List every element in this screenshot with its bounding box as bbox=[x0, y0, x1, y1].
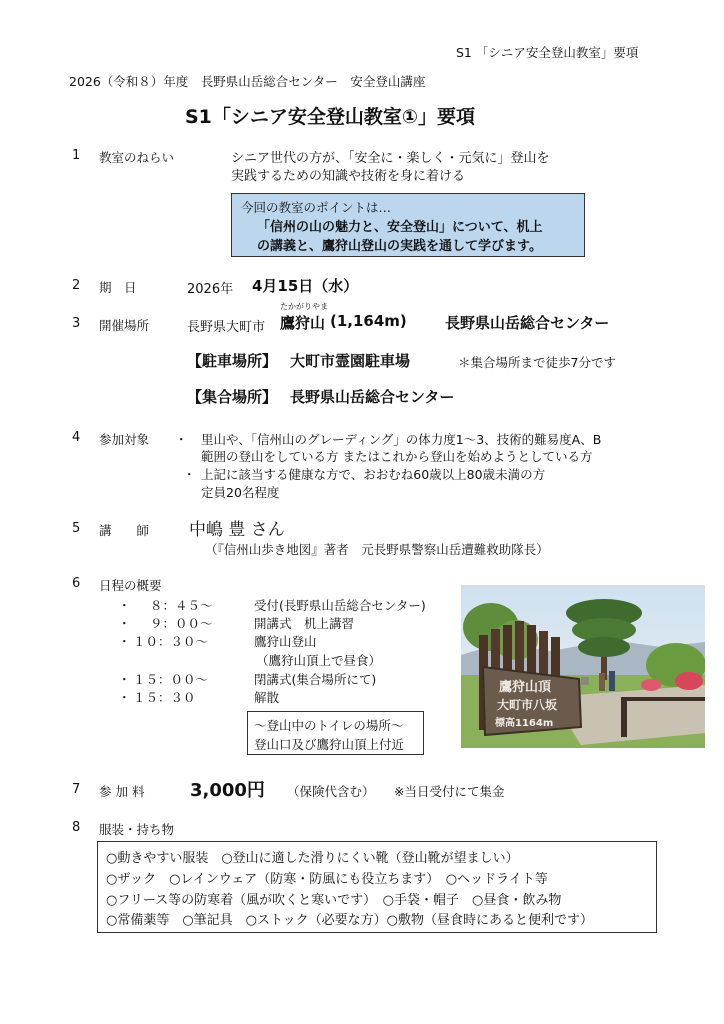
summit-photo bbox=[461, 585, 705, 748]
section-label-belongings: 服装・持ち物 bbox=[99, 822, 175, 837]
section-number-2: 2 bbox=[72, 278, 81, 293]
section-label-date: 期 日 bbox=[99, 280, 137, 295]
fee-amount: 3,000円 bbox=[190, 780, 265, 801]
instructor-name: 中嶋 豊 さん bbox=[189, 520, 285, 540]
bullet-1: ・ bbox=[175, 432, 188, 447]
schedule-event: 受付(長野県山岳総合センター) bbox=[254, 598, 426, 613]
belongings-line: ○常備薬等 ○筆記具 ○ストック（必要な方）○敷物（昼食時にあると便利です） bbox=[106, 913, 593, 928]
aim-line-1: シニア世代の方が、「安全に・楽しく・元気に」登山を bbox=[231, 151, 550, 166]
date-year: 2026年 bbox=[187, 282, 234, 297]
fee-insurance-note: （保険代含む） bbox=[287, 784, 375, 799]
schedule-bullet: ・ bbox=[118, 616, 131, 631]
target-line-2: 範囲の登山をしている方 またはこれから登山を始めようとしている方 bbox=[201, 449, 593, 464]
section-label-instructor: 講 師 bbox=[99, 523, 150, 538]
point-line-1: 「信州の山の魅力と、安全登山」について、机上 bbox=[257, 220, 543, 235]
target-line-1: 里山や、「信州山のグレーディング」の体力度1～3、技術的難易度A、B bbox=[201, 432, 602, 447]
venue-height: (1,164m) bbox=[330, 312, 407, 330]
document-code-title: S1 「シニア安全登山教室」要項 bbox=[456, 45, 639, 60]
section-number-1: 1 bbox=[72, 148, 81, 163]
venue-center: 長野県山岳総合センター bbox=[445, 314, 610, 332]
schedule-event: 閉講式(集合場所にて) bbox=[254, 672, 377, 687]
schedule-time: ９：００～ bbox=[150, 616, 213, 631]
parking-place: 大町市霊園駐車場 bbox=[290, 352, 411, 370]
sign-text-elevation: 標高1164m bbox=[495, 718, 554, 729]
venue-prefix: 長野県大町市 bbox=[187, 320, 266, 335]
schedule-event: 解散 bbox=[254, 690, 280, 705]
meeting-label: 【集合場所】 bbox=[187, 388, 278, 406]
aim-line-2: 実践するための知識や技術を身に着ける bbox=[231, 169, 466, 184]
parking-note: ＊集合場所まで徒歩7分です bbox=[458, 355, 616, 370]
section-label-fee: 参 加 料 bbox=[99, 784, 145, 799]
schedule-bullet: ・ bbox=[118, 598, 131, 613]
toilet-title: ～登山中のトイレの場所～ bbox=[254, 718, 404, 733]
subheader: 2026（令和８）年度 長野県山岳総合センター 安全登山講座 bbox=[69, 74, 426, 89]
schedule-event-note: （鷹狩山頂上で昼食） bbox=[256, 653, 382, 668]
target-line-4: 定員20名程度 bbox=[201, 485, 280, 500]
schedule-bullet: ・ bbox=[118, 690, 131, 705]
date-value: 4月15日（水） bbox=[252, 277, 359, 295]
parking-label: 【駐車場所】 bbox=[187, 352, 278, 370]
sign-text-summit: 鷹狩山頂 bbox=[499, 680, 552, 695]
schedule-time: １５：３０ bbox=[133, 690, 196, 705]
bullet-2: ・ bbox=[183, 467, 196, 482]
schedule-time: １０：３０～ bbox=[133, 634, 209, 649]
schedule-time: ８：４５～ bbox=[150, 598, 213, 613]
schedule-bullet: ・ bbox=[118, 672, 131, 687]
mountain-ruby: たかがりやま bbox=[280, 302, 328, 311]
belongings-line: ○ザック ○レインウェア（防寒・防風にも役立ちます） ○ヘッドライト等 bbox=[106, 872, 548, 887]
section-number-6: 6 bbox=[72, 576, 81, 591]
venue-mountain: 鷹狩山 bbox=[280, 314, 326, 332]
belongings-box bbox=[97, 841, 657, 933]
page-title: S1「シニア安全登山教室①」要項 bbox=[185, 106, 475, 128]
section-label-aim: 教室のねらい bbox=[99, 150, 175, 165]
schedule-event: 開講式 机上講習 bbox=[254, 616, 355, 631]
schedule-event: 鷹狩山登山 bbox=[254, 634, 317, 649]
section-label-venue: 開催場所 bbox=[99, 318, 150, 333]
toilet-info-box bbox=[247, 711, 424, 755]
section-label-target: 参加対象 bbox=[99, 432, 150, 447]
section-number-3: 3 bbox=[72, 316, 81, 331]
schedule-time: １５：００～ bbox=[133, 672, 209, 687]
section-number-5: 5 bbox=[72, 521, 81, 536]
belongings-line: ○動きやすい服装 ○登山に適した滑りにくい靴（登山靴が望ましい） bbox=[106, 851, 519, 866]
instructor-description: （『信州山歩き地図』著者 元長野県警察山岳遭難救助隊長） bbox=[205, 542, 549, 557]
section-number-7: 7 bbox=[72, 782, 81, 797]
sign-text-location: 大町市八坂 bbox=[497, 698, 558, 712]
section-label-schedule: 日程の概要 bbox=[99, 578, 162, 593]
toilet-location: 登山口及び鷹狩山頂上付近 bbox=[254, 737, 405, 752]
section-number-4: 4 bbox=[72, 430, 81, 445]
target-line-3: 上記に該当する健康な方で、おおむね60歳以上80歳未満の方 bbox=[201, 467, 546, 482]
meeting-place: 長野県山岳総合センター bbox=[290, 388, 455, 406]
section-number-8: 8 bbox=[72, 820, 81, 835]
belongings-line: ○フリース等の防寒着（風が吹くと寒いです） ○手袋・帽子 ○昼食・飲み物 bbox=[106, 893, 562, 908]
point-intro: 今回の教室のポイントは… bbox=[241, 200, 392, 215]
point-box bbox=[231, 193, 585, 257]
schedule-bullet: ・ bbox=[118, 634, 131, 649]
point-line-2: の講義と、鷹狩山登山の実践を通して学びます。 bbox=[257, 239, 542, 254]
fee-payment-note: ※当日受付にて集金 bbox=[394, 784, 505, 799]
